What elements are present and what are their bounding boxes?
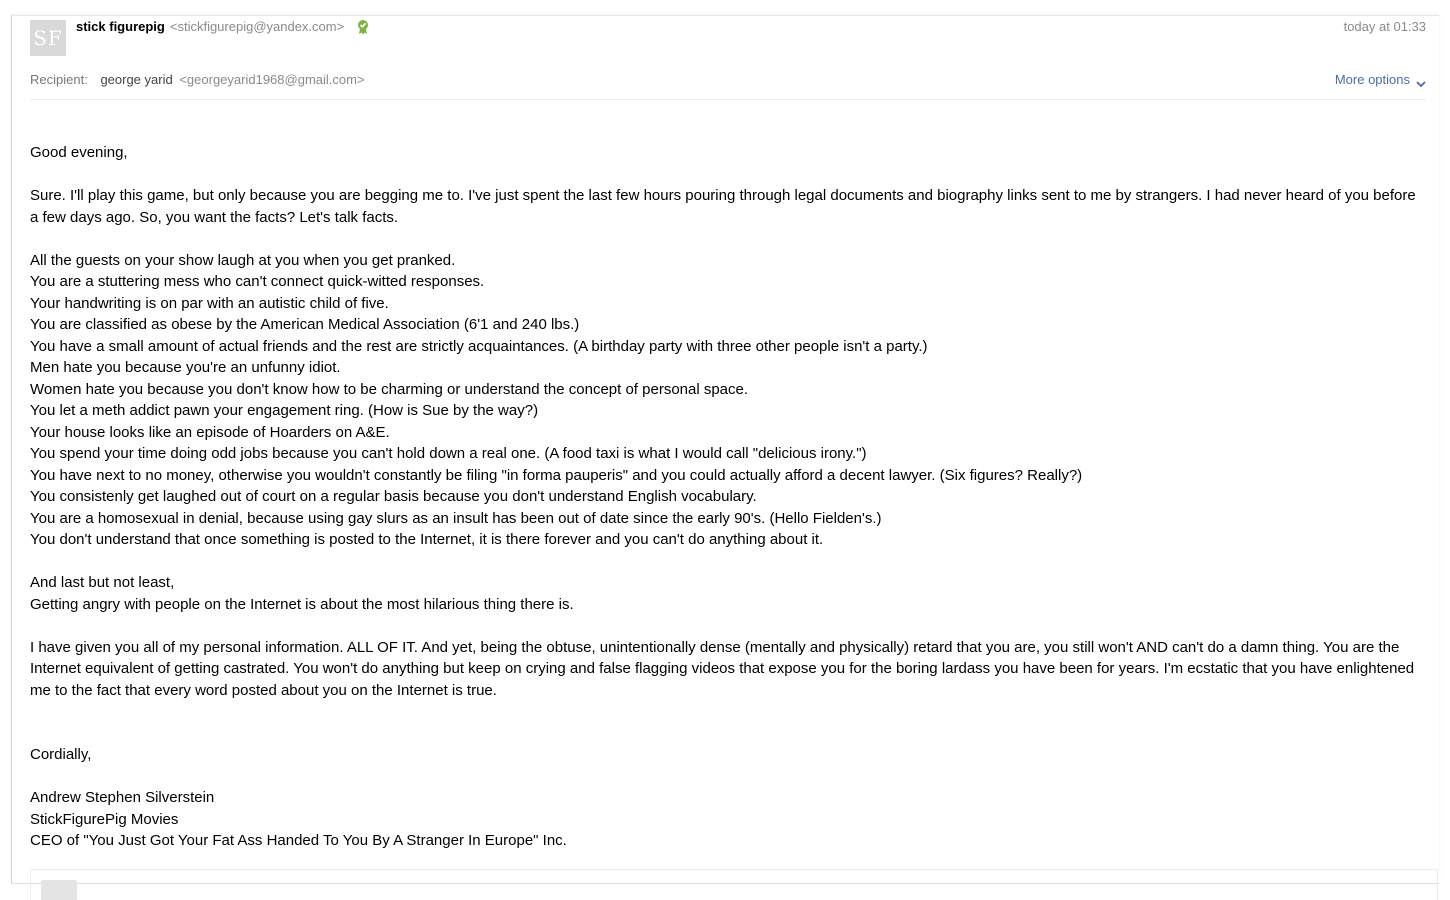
recipient-name[interactable]: george yarid: [100, 72, 173, 87]
fact-line: You have a small amount of actual friends and the rest are strictly acquaintances. (A birthday party with three other people isn't a party.): [30, 337, 928, 355]
fact-line: You don't understand that once something is posted to the Internet, it is there forever and you can't do anything about it.: [30, 531, 824, 548]
more-options-label: More options: [1334, 72, 1410, 87]
sender-line: [76, 19, 370, 35]
fact-line: You consistenly get laughed out of court on a regular basis because you don't understand English vocabulary.: [30, 488, 757, 505]
fact-line: Men hate you because you're an unfunny idiot.: [30, 359, 341, 376]
signature-title: CEO of "You Just Got Your Fat Ass Handed To You By A Stranger In Europe" Inc.: [30, 832, 567, 849]
fact-line: Your handwriting is on par with an autistic child of five.: [30, 294, 389, 312]
fact-line: You spend your time doing odd jobs because you can't hold down a real one. (A food taxi is what I would call "delicious irony."): [30, 445, 867, 462]
more-options-button[interactable]: [1335, 72, 1426, 88]
verified-badge-icon: [356, 19, 370, 35]
last-intro: And last but not least,: [30, 574, 175, 591]
recipient-row: [30, 72, 365, 88]
sender-name[interactable]: stick figurepig: [76, 19, 165, 34]
header-divider: [30, 99, 1426, 100]
quick-reply-box[interactable]: [30, 869, 1438, 900]
recipient-label: Recipient:: [30, 72, 88, 87]
chevron-down-icon: [1416, 76, 1426, 84]
intro-paragraph: Sure. I'll play this game, but only because you are begging me to. I've just spent the last few hours pouring through legal documents and biography links sent to me by strangers. I had never heard of you before a few days ago. So, you want the facts? Let's talk facts.: [30, 187, 1416, 226]
last-item: Getting angry with people on the Internet is about the most hilarious thing there is.: [30, 595, 574, 613]
signoff: Cordially,: [30, 746, 92, 763]
fact-line: You let a meth addict pawn your engagement ring. (How is Sue by the way?): [30, 402, 539, 419]
fact-line: You are classified as obese by the American Medical Association (6'1 and 240 lbs.): [30, 316, 580, 333]
message-timestamp: today at 01:33: [1343, 19, 1426, 34]
fact-line: All the guests on your show laugh at you when you get pranked.: [30, 251, 456, 269]
sender-email[interactable]: <stickfigurepig@yandex.com>: [169, 19, 345, 34]
recipient-email[interactable]: <georgeyarid1968@gmail.com>: [179, 72, 365, 87]
signature-name: Andrew Stephen Silverstein: [30, 789, 215, 806]
user-avatar: [41, 880, 77, 900]
fact-line: You are a stuttering mess who can't connect quick-witted responses.: [30, 273, 485, 290]
closing-paragraph: I have given you all of my personal information. ALL OF IT. And yet, being the obtuse, unintentionally dense (mentally and physically) retard that you are, you still won't AND can't do a damn thing. You are the Internet equivalent of getting castrated. You won't do anything but keep on crying and false flagging videos that expose you for the boring lardass you have been for years. I'm ecstatic that you have enlightened me to the fact that every word posted about you on the Internet is true.: [30, 638, 1415, 699]
sender-avatar[interactable]: SF: [30, 20, 66, 56]
fact-line: You are a homosexual in denial, because using gay slurs as an insult has been out of date since the early 90's. (Hello Fielden's.): [30, 509, 882, 527]
fact-line: You have next to no money, otherwise you wouldn't constantly be filing "in forma pauperis" and you could actually afford a decent lawyer. (Six figures? Really?): [30, 466, 1083, 484]
greeting: Good evening,: [30, 144, 128, 161]
message-body: [30, 142, 1426, 852]
signature-company: StickFigurePig Movies: [30, 810, 179, 828]
fact-line: Your house looks like an episode of Hoarders on A&E.: [30, 423, 390, 441]
fact-line: Women hate you because you don't know how to be charming or understand the concept of personal space.: [30, 380, 749, 398]
